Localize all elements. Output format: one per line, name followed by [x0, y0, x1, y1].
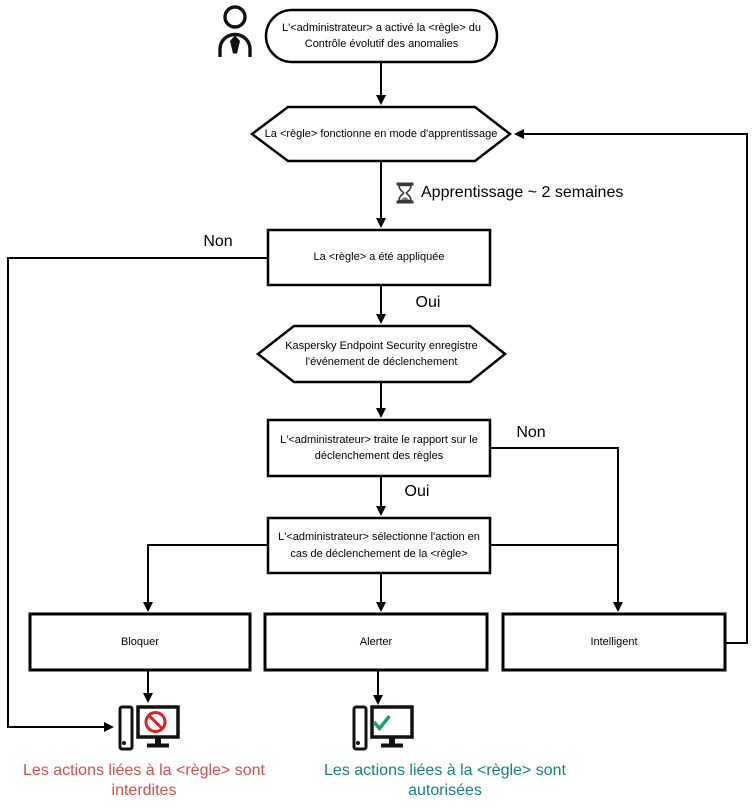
node-learning-mode: La <règle> fonctionne en mode d'apprentissage	[264, 127, 498, 140]
edge-label-applied-no: Non	[203, 233, 233, 250]
edge-label-applied-yes: Oui	[415, 294, 441, 311]
node-rule-applied: La <règle> a été appliquée	[313, 251, 445, 264]
edge-action-to-block	[148, 545, 268, 602]
node-admin-action: L'<administrateur> sélectionne l'action en cas de déclenchement de la <règle>	[278, 531, 480, 560]
computer-allowed-icon	[351, 703, 415, 755]
edge-label-learning-duration: Apprentissage ~ 2 semaines	[421, 184, 624, 201]
caption-allowed: Les actions liées à la <règle> sont autorisées	[324, 762, 566, 799]
node-action-alert: Alerter	[359, 635, 393, 648]
computer-blocked-icon	[117, 703, 181, 755]
edge-label-report-yes: Oui	[404, 483, 430, 500]
node-action-smart: Intelligent	[590, 635, 638, 648]
node-start: L'<administrateur> a activé la <règle> du Contrôle évolutif des anomalies	[282, 21, 481, 50]
person-icon	[214, 4, 256, 57]
edge-report-no	[490, 448, 618, 602]
edge-label-report-no: Non	[516, 424, 546, 441]
node-admin-report: L'<administrateur> traite le rapport sur le déclenchement des règles	[280, 433, 478, 462]
edge-smart-loop	[524, 134, 747, 643]
caption-blocked: Les actions liées à la <règle> sont interdites	[23, 762, 265, 799]
node-action-block: Bloquer	[121, 635, 159, 648]
hourglass-icon	[396, 182, 414, 204]
node-kes-event: Kaspersky Endpoint Security enregistre l'événement de déclenchement	[285, 339, 478, 368]
